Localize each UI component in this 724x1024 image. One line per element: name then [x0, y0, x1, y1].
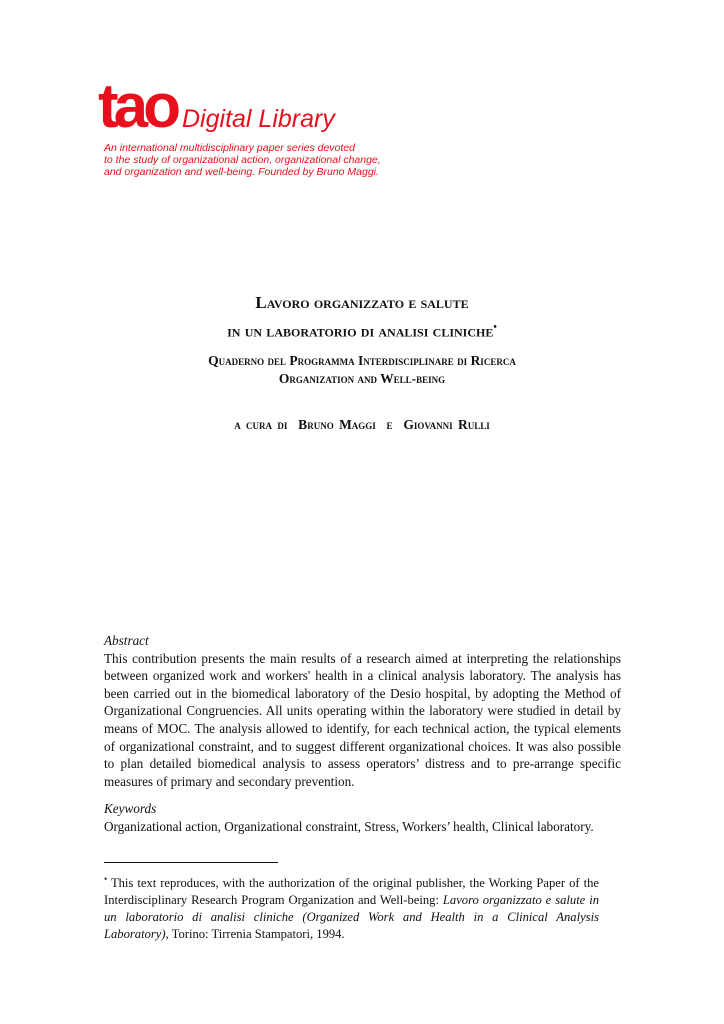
authors: a cura di Bruno Maggi e Giovanni Rulli [234, 417, 490, 432]
tagline-line: and organization and well-being. Founded by Bruno Maggi. [104, 166, 379, 178]
subtitle-line-1: Quaderno del Programma Interdisciplinare di Ricerca [208, 353, 516, 368]
subtitle-line-2: Organization and Well-being [278, 371, 446, 386]
abstract-heading: Abstract [104, 633, 149, 648]
footnote-divider [104, 862, 278, 863]
page-title [0, 290, 724, 344]
abstract-section [104, 632, 621, 943]
footnote-title: Lavoro organizzato e salute in un laboratorio di analisi cliniche (Organized Work and Health in a Clinical Analysis Laboratory), [104, 892, 599, 941]
title-line-2: in un laboratorio di analisi cliniche [227, 321, 494, 341]
footnote-text: This text reproduces, with the authorization of the original publisher, the Working Paper of the Interdisciplinary Research Program Organization and Well-being: [104, 875, 599, 907]
keywords-text: Organizational action, Organizational constraint, Stress, Workers’ health, Clinical laboratory. [104, 818, 594, 834]
title-line-1: Lavoro organizzato e salute [255, 293, 469, 312]
footnote-marker: • [493, 322, 497, 333]
tao-digital-library-logo [98, 72, 381, 178]
tagline-line: An international multidisciplinary paper series devoted [104, 142, 355, 154]
keywords-heading: Keywords [104, 801, 157, 817]
logo-mark: tao [98, 72, 176, 141]
logo-name: Digital Library [182, 105, 335, 133]
footnote-publisher: Torino: Tirrenia Stampatori, 1994. [168, 926, 345, 941]
abstract [104, 632, 621, 790]
footnote-mark: • [104, 873, 108, 884]
logo-row [98, 72, 381, 141]
abstract-text: This contribution presents the main results of a research aimed at interpreting the relationships between organized work and workers' health in a clinical analysis laboratory. The analysis has been carried out in the biomedical laboratory of the Desio hospital, by adopting the Method of Organizational Congruencies. All units operating within the laboratory were studied in detail by means of MOC. The analysis allowed to identify, for each technical action, the typical elements of organizational constraint, and to suggest different organizational choices. It was also possible to plan detailed biomedical analysis to assess operators’ distress and to pre-arrange specific measures of primary and secondary prevention. [104, 650, 621, 789]
keywords [104, 800, 621, 835]
tagline-line: to the study of organizational action, organizational change, [104, 154, 381, 166]
subtitle [0, 352, 724, 388]
footnote [104, 871, 599, 943]
logo-tagline [104, 142, 381, 178]
